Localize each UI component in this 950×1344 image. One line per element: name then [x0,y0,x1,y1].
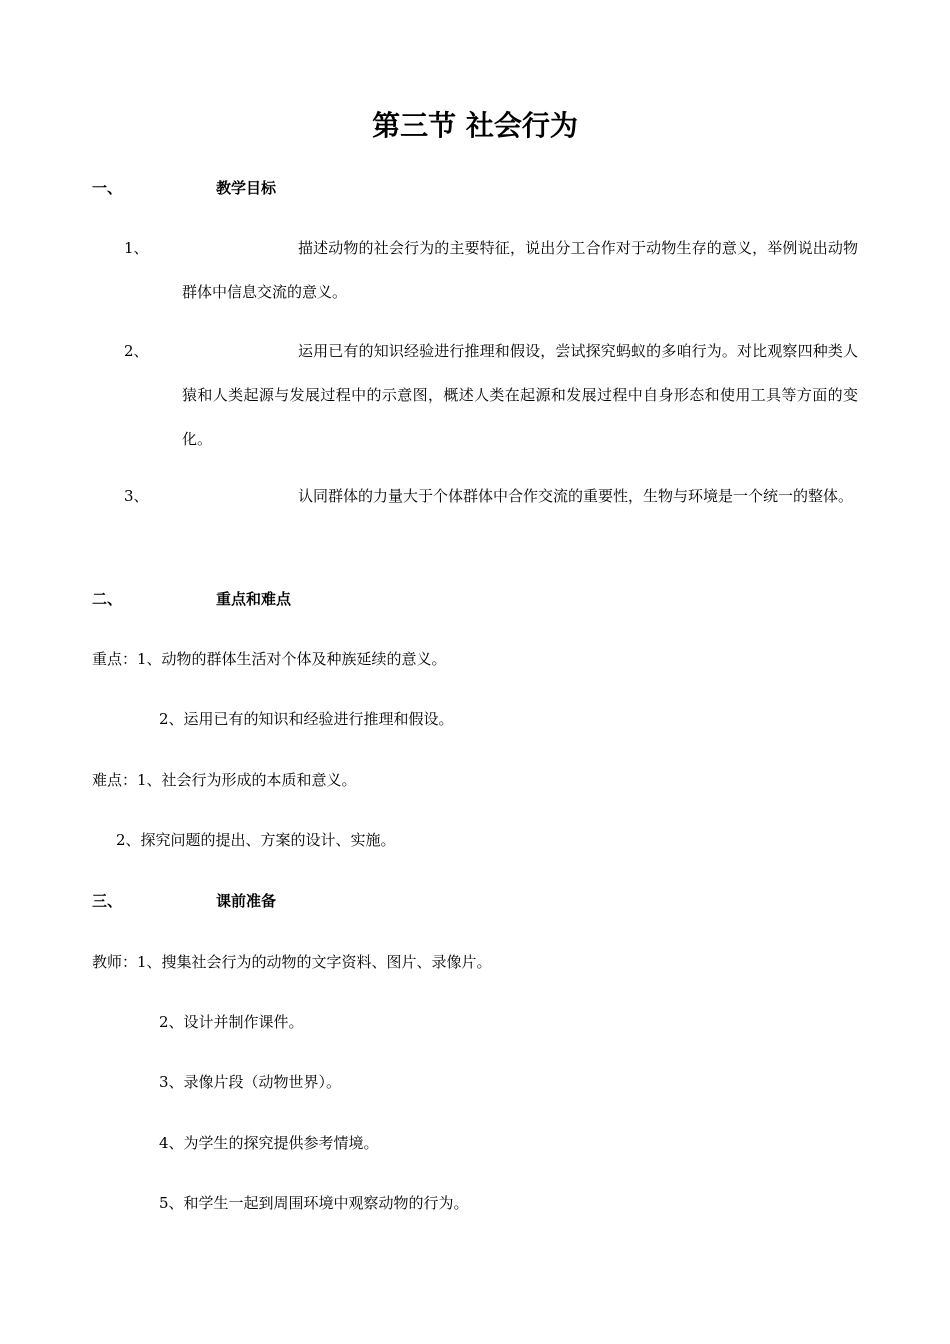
objective-text: 运用已有的知识经验进行推理和假设，尝试探究蚂蚁的多咱行为。对比观察四种类人猿和人类起源与发展过程中的示意图，概述人类在起源和发展过程中自身形态和使用工具等方面的变化。 [182,342,858,448]
keypoint-line: 重点：1、动物的群体生活对个体及种族延续的意义。 [92,650,447,668]
section-heading-objectives: 教学目标 [216,179,277,197]
section-number: 一、 [92,179,123,197]
preparation-line: 3、录像片段（动物世界）。 [159,1073,342,1091]
objective-number: 3、 [124,487,149,505]
objective-text: 认同群体的力量大于个体群体中合作交流的重要性，生物与环境是一个统一的整体。 [298,487,854,505]
difficulty-line: 难点：1、社会行为形成的本质和意义。 [92,771,357,789]
preparation-line: 教师：1、搜集社会行为的动物的文字资料、图片、录像片。 [92,953,492,971]
section-heading-keypoints: 重点和难点 [216,590,292,608]
section-number: 二、 [92,590,123,608]
objective-number: 1、 [124,239,149,257]
preparation-line: 2、设计并制作课件。 [159,1013,304,1031]
keypoint-line: 2、运用已有的知识和经验进行推理和假设。 [159,710,454,728]
objective-text: 描述动物的社会行为的主要特征，说出分工合作对于动物生存的意义，举例说出动物群体中信息交流的意义。 [182,239,858,301]
page-title: 第三节 社会行为 [372,109,578,142]
section-number: 三、 [92,892,123,910]
difficulty-line: 2、探究问题的提出、方案的设计、实施。 [116,831,396,849]
preparation-line: 4、为学生的探究提供参考情境。 [159,1134,379,1152]
objective-number: 2、 [124,342,149,360]
preparation-line: 5、和学生一起到周围环境中观察动物的行为。 [159,1194,469,1212]
section-heading-preparation: 课前准备 [216,892,277,910]
